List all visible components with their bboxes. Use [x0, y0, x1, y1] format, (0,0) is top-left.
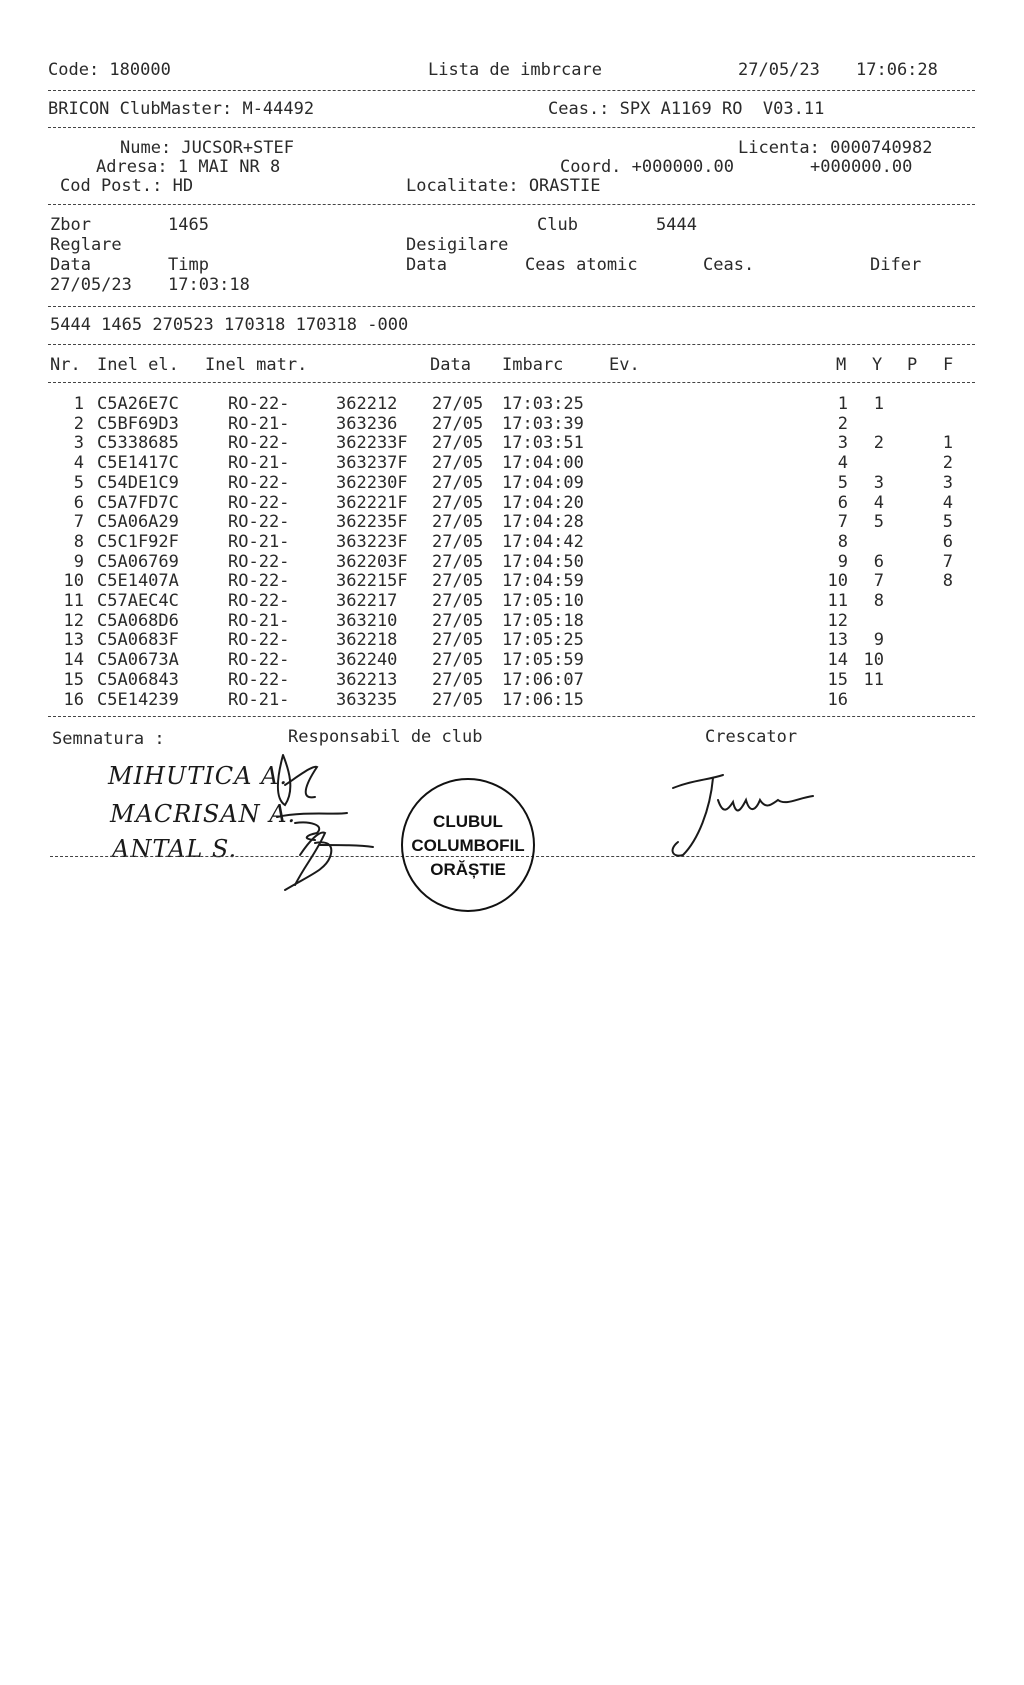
semnatura-label: Semnatura :: [52, 729, 165, 749]
table-row: [0, 473, 1024, 493]
row-basket-time: 17:04:42: [502, 531, 584, 552]
print-time: 17:06:28: [856, 60, 938, 80]
table-row: [0, 433, 1024, 453]
row-ring-number: 362233F: [336, 433, 408, 454]
row-y: 10: [863, 650, 884, 671]
row-electronic-ring: C54DE1C9: [97, 472, 179, 493]
col-nr: Nr.: [50, 355, 81, 375]
row-electronic-ring: C5A26E7C: [97, 394, 179, 414]
row-nr: 5: [73, 472, 84, 493]
timp-label: Timp: [168, 255, 209, 275]
table-row: [0, 532, 1024, 552]
row-ring-prefix: RO-22-: [228, 630, 290, 651]
row-m: 6: [837, 492, 848, 513]
row-basket-time: 17:03:39: [502, 413, 584, 434]
software-version: BRICON ClubMaster: M-44492: [48, 99, 315, 119]
row-m: 15: [827, 669, 848, 690]
row-y: 8: [873, 591, 884, 611]
row-date: 27/05: [432, 571, 484, 592]
row-basket-time: 17:05:10: [502, 591, 584, 611]
row-nr: 1: [73, 394, 84, 414]
club-value: 5444: [656, 215, 697, 235]
club-label: Club: [537, 215, 578, 235]
row-ring-prefix: RO-22-: [228, 472, 290, 493]
row-ring-prefix: RO-21-: [228, 689, 290, 710]
table-row: [0, 394, 1024, 414]
row-electronic-ring: C5A06843: [97, 669, 179, 690]
row-electronic-ring: C5338685: [97, 433, 179, 454]
code-label: Code: 180000: [48, 60, 171, 80]
row-ring-prefix: RO-22-: [228, 492, 290, 513]
row-nr: 16: [63, 689, 84, 710]
row-y: 2: [873, 433, 884, 454]
table-row: [0, 571, 1024, 591]
row-nr: 2: [73, 413, 84, 434]
row-m: 14: [827, 650, 848, 671]
row-nr: 9: [73, 551, 84, 572]
row-ring-prefix: RO-21-: [228, 610, 290, 631]
owner-postal: Cod Post.: HD: [60, 176, 194, 196]
col-f: F: [943, 355, 954, 375]
table-row: [0, 650, 1024, 670]
row-m: 9: [837, 551, 848, 572]
row-date: 27/05: [432, 591, 484, 611]
row-basket-time: 17:03:25: [502, 394, 584, 414]
signer-name-2: MACRISAN A.: [110, 800, 297, 828]
row-ring-prefix: RO-21-: [228, 413, 290, 434]
col-p: P: [907, 355, 918, 375]
row-m: 7: [837, 512, 848, 533]
row-date: 27/05: [432, 433, 484, 454]
row-ring-number: 362235F: [336, 512, 408, 533]
row-m: 11: [827, 591, 848, 611]
reglare-time: 17:03:18: [168, 275, 250, 295]
table-row: [0, 591, 1024, 611]
zbor-label: Zbor: [50, 215, 91, 235]
row-nr: 13: [63, 630, 84, 651]
row-electronic-ring: C57AEC4C: [97, 591, 179, 611]
owner-address: Adresa: 1 MAI NR 8: [96, 157, 281, 177]
row-ring-prefix: RO-22-: [228, 394, 290, 414]
col-inel-el: Inel el.: [97, 355, 179, 375]
row-date: 27/05: [432, 630, 484, 651]
row-ring-prefix: RO-22-: [228, 571, 290, 592]
row-ring-number: 362215F: [336, 571, 408, 592]
col-inel-matr: Inel matr.: [205, 355, 308, 375]
row-f: 1: [942, 433, 953, 454]
row-ring-prefix: RO-21-: [228, 453, 290, 474]
stamp-line-2: COLUMBOFIL: [411, 836, 525, 855]
row-nr: 12: [63, 610, 84, 631]
col-m: M: [836, 355, 847, 375]
row-date: 27/05: [432, 413, 484, 434]
row-ring-number: 362213: [336, 669, 398, 690]
data-label: Data: [50, 255, 91, 275]
row-m: 3: [837, 433, 848, 454]
row-date: 27/05: [432, 531, 484, 552]
row-m: 5: [837, 472, 848, 493]
row-electronic-ring: C5A06769: [97, 551, 179, 572]
divider: [48, 306, 975, 307]
row-m: 2: [837, 413, 848, 434]
row-electronic-ring: C5E1407A: [97, 571, 179, 592]
row-ring-number: 362203F: [336, 551, 408, 572]
row-m: 13: [827, 630, 848, 651]
row-date: 27/05: [432, 453, 484, 474]
row-nr: 15: [63, 669, 84, 690]
ceas-atomic-label: Ceas atomic: [525, 255, 638, 275]
document-title: Lista de imbrcare: [428, 60, 602, 80]
table-row: [0, 453, 1024, 473]
row-nr: 4: [73, 453, 84, 474]
print-date: 27/05/23: [738, 60, 820, 80]
row-ring-number: 363223F: [336, 531, 408, 552]
row-electronic-ring: C5A06A29: [97, 512, 179, 533]
row-f: 2: [942, 453, 953, 474]
row-ring-number: 362218: [336, 630, 398, 651]
table-row: [0, 493, 1024, 513]
clock-id: Ceas.: SPX A1169 RO V03.11: [548, 99, 825, 119]
row-ring-prefix: RO-22-: [228, 551, 290, 572]
row-date: 27/05: [432, 512, 484, 533]
owner-coord: Coord. +000000.00: [560, 157, 734, 177]
desigilare-data-label: Data: [406, 255, 447, 275]
owner-license: Licenta: 0000740982: [738, 138, 933, 158]
row-basket-time: 17:04:09: [502, 472, 584, 493]
row-y: 11: [863, 669, 884, 690]
col-data: Data: [430, 355, 471, 375]
row-ring-number: 363236: [336, 413, 398, 434]
table-row: [0, 690, 1024, 710]
row-date: 27/05: [432, 689, 484, 710]
row-basket-time: 17:06:07: [502, 669, 584, 690]
row-ring-prefix: RO-22-: [228, 433, 290, 454]
col-imbarc: Imbarc: [502, 355, 564, 375]
table-row: [0, 611, 1024, 631]
row-electronic-ring: C5A7FD7C: [97, 492, 179, 513]
owner-name: Nume: JUCSOR+STEF: [120, 138, 294, 158]
divider: [48, 716, 975, 717]
divider: [48, 90, 975, 91]
difer-label: Difer: [870, 255, 922, 275]
row-basket-time: 17:05:59: [502, 650, 584, 671]
divider: [48, 344, 975, 345]
row-basket-time: 17:04:28: [502, 512, 584, 533]
row-nr: 6: [73, 492, 84, 513]
responsabil-signature: [255, 745, 375, 895]
row-m: 1: [837, 394, 848, 414]
row-nr: 14: [63, 650, 84, 671]
table-row: [0, 512, 1024, 532]
row-y: 5: [873, 512, 884, 533]
row-ring-number: 363235: [336, 689, 398, 710]
divider: [48, 382, 975, 383]
row-ring-number: 362217: [336, 591, 398, 611]
stamp-line-3: ORĂȘTIE: [430, 860, 506, 879]
row-basket-time: 17:04:59: [502, 571, 584, 592]
row-y: 6: [873, 551, 884, 572]
row-f: 4: [942, 492, 953, 513]
row-y: 9: [873, 630, 884, 651]
row-basket-time: 17:04:20: [502, 492, 584, 513]
row-date: 27/05: [432, 650, 484, 671]
stamp-line-1: CLUBUL: [433, 812, 503, 831]
row-date: 27/05: [432, 669, 484, 690]
row-nr: 11: [63, 591, 84, 611]
row-basket-time: 17:04:00: [502, 453, 584, 474]
row-basket-time: 17:05:25: [502, 630, 584, 651]
row-nr: 3: [73, 433, 84, 454]
zbor-value: 1465: [168, 215, 209, 235]
row-f: 6: [942, 531, 953, 552]
row-ring-number: 362230F: [336, 472, 408, 493]
row-nr: 8: [73, 531, 84, 552]
row-m: 16: [827, 689, 848, 710]
row-basket-time: 17:06:15: [502, 689, 584, 710]
row-ring-number: 363237F: [336, 453, 408, 474]
row-basket-time: 17:04:50: [502, 551, 584, 572]
divider: [48, 127, 975, 128]
row-basket-time: 17:05:18: [502, 610, 584, 631]
row-electronic-ring: C5A0673A: [97, 650, 179, 671]
row-ring-prefix: RO-22-: [228, 650, 290, 671]
divider: [48, 204, 975, 205]
row-ring-prefix: RO-22-: [228, 591, 290, 611]
row-electronic-ring: C5C1F92F: [97, 531, 179, 552]
row-y: 4: [873, 492, 884, 513]
reglare-label: Reglare: [50, 235, 122, 255]
row-electronic-ring: C5BF69D3: [97, 413, 179, 434]
row-date: 27/05: [432, 492, 484, 513]
row-date: 27/05: [432, 551, 484, 572]
owner-locality: Localitate: ORASTIE: [406, 176, 601, 196]
row-m: 12: [827, 610, 848, 631]
row-electronic-ring: C5E1417C: [97, 453, 179, 474]
row-date: 27/05: [432, 610, 484, 631]
row-m: 8: [837, 531, 848, 552]
row-f: 7: [942, 551, 953, 572]
table-row: [0, 670, 1024, 690]
row-ring-prefix: RO-22-: [228, 669, 290, 690]
row-m: 10: [827, 571, 848, 592]
row-electronic-ring: C5A0683F: [97, 630, 179, 651]
row-y: 3: [873, 472, 884, 493]
table-row: [0, 552, 1024, 572]
row-electronic-ring: C5A068D6: [97, 610, 179, 631]
desigilare-label: Desigilare: [406, 235, 509, 255]
col-ev: Ev.: [609, 355, 640, 375]
table-row: [0, 414, 1024, 434]
row-f: 3: [942, 472, 953, 493]
row-f: 8: [942, 571, 953, 592]
row-m: 4: [837, 453, 848, 474]
row-f: 5: [942, 512, 953, 533]
crescator-signature: [668, 770, 838, 860]
row-ring-number: 363210: [336, 610, 398, 631]
row-ring-number: 362240: [336, 650, 398, 671]
row-y: 7: [873, 571, 884, 592]
row-nr: 7: [73, 512, 84, 533]
row-ring-prefix: RO-22-: [228, 512, 290, 533]
row-y: 1: [873, 394, 884, 414]
row-ring-prefix: RO-21-: [228, 531, 290, 552]
crescator-label: Crescator: [705, 727, 798, 747]
row-nr: 10: [63, 571, 84, 592]
row-date: 27/05: [432, 394, 484, 414]
ceas-label: Ceas.: [703, 255, 755, 275]
row-ring-number: 362221F: [336, 492, 408, 513]
signer-name-3: ANTAL S.: [112, 835, 238, 863]
club-stamp: [398, 775, 538, 915]
owner-coord-2: +000000.00: [810, 157, 913, 177]
row-ring-number: 362212: [336, 394, 398, 414]
table-row: [0, 630, 1024, 650]
responsabil-label: Responsabil de club: [288, 727, 483, 747]
row-date: 27/05: [432, 472, 484, 493]
signer-name-1: MIHUTICA A.: [108, 762, 288, 790]
col-y: Y: [872, 355, 883, 375]
reglare-date: 27/05/23: [50, 275, 132, 295]
flight-summary-line: 5444 1465 270523 170318 170318 -000: [50, 315, 409, 335]
row-basket-time: 17:03:51: [502, 433, 584, 454]
row-electronic-ring: C5E14239: [97, 689, 179, 710]
